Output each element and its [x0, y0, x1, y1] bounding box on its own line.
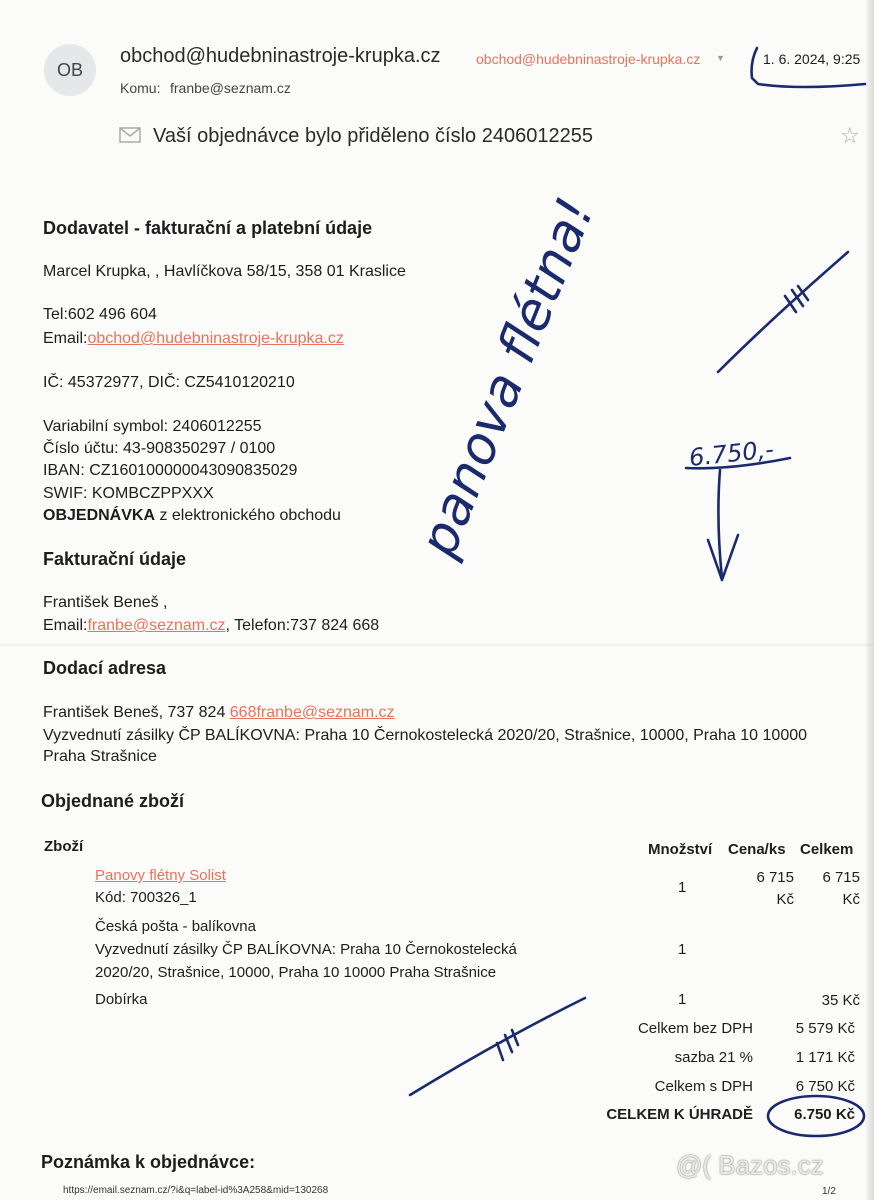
message-datetime: 1. 6. 2024, 9:25 — [763, 51, 861, 67]
vat-amount: 1 171 Kč — [795, 1049, 855, 1066]
grand-total-label: CELKEM K ÚHRADĚ — [606, 1106, 753, 1123]
supplier-ic-dic: IČ: 45372977, DIČ: CZ5410120210 — [43, 374, 295, 391]
sender-avatar: OB — [44, 44, 96, 96]
account-number: Číslo účtu: 43-908350297 / 0100 — [43, 440, 276, 457]
delivery-line1-prefix: František Beneš, 737 824 — [43, 704, 230, 721]
supplier-address: Marcel Krupka, , Havlíčkova 58/15, 358 01 Kraslice — [43, 263, 406, 280]
watermark-logo: @( Bazos.cz — [676, 1150, 824, 1180]
ordered-heading: Objednané zboží — [41, 791, 185, 811]
sender-name[interactable]: obchod@hudebninastroje-krupka.cz — [120, 45, 441, 67]
item2-qty: 1 — [678, 941, 687, 958]
item1-qty: 1 — [678, 879, 687, 896]
delivery-heading: Dodací adresa — [43, 658, 167, 678]
sum-no-vat: 5 579 Kč — [795, 1020, 855, 1037]
item1-link[interactable]: Panovy flétny Solist — [95, 867, 226, 884]
sender-email[interactable]: obchod@hudebninastroje-krupka.cz — [476, 51, 701, 67]
item1-total: 6 715 — [822, 869, 860, 886]
item1-total-currency: Kč — [842, 891, 860, 908]
billing-heading: Fakturační údaje — [43, 549, 187, 569]
iban: IBAN: CZ1601000000430908350​29 — [43, 462, 298, 479]
handwritten-amount: 6.750,- — [687, 435, 776, 472]
message-subject: Vaší objednávce bylo přiděleno číslo 2406012255 — [153, 125, 593, 147]
lower-arrow-feather — [497, 1030, 518, 1060]
to-label: Komu: — [120, 80, 161, 96]
grand-total: 6.750 Kč — [794, 1106, 855, 1123]
billing-name: František Beneš , — [43, 594, 168, 611]
item2-line1: Česká pošta - balíkovna — [95, 918, 256, 935]
item3-total: 35 Kč — [821, 992, 860, 1009]
vat-label: sazba 21 % — [674, 1049, 753, 1066]
chevron-down-icon[interactable]: ▼ — [716, 53, 725, 63]
variable-symbol: Variabilní symbol: 2406012255 — [43, 418, 262, 435]
date-bracket-mark — [752, 48, 865, 87]
sum-vat-label: Celkem s DPH — [654, 1078, 753, 1095]
order-source-bold: OBJEDNÁVKA — [43, 507, 156, 524]
billing-email-label: Email: — [43, 617, 88, 634]
delivery-email-link[interactable]: 668franbe@seznam.cz — [229, 704, 395, 721]
supplier-heading: Dodavatel - fakturační a platební údaje — [43, 218, 373, 238]
item1-price-currency: Kč — [776, 891, 794, 908]
arrow-line — [718, 252, 848, 372]
col-price: Cena/ks — [728, 841, 786, 858]
print-url: https://email.seznam.cz/?i&q=label-id%3A258&mid=130268 — [63, 1185, 329, 1196]
billing-email-link[interactable]: franbe@seznam.cz — [87, 617, 226, 634]
delivery-line3: Praha Strašnice — [43, 748, 157, 765]
item3-qty: 1 — [678, 991, 687, 1008]
item1-code: Kód: 700326_1 — [95, 889, 197, 906]
sum-no-vat-label: Celkem bez DPH — [637, 1020, 753, 1037]
supplier-tel: Tel:602 496 604 — [43, 306, 157, 323]
note-heading: Poznámka k objednávce: — [41, 1152, 256, 1172]
order-source-rest: z elektronického obchodu — [155, 507, 341, 524]
sum-vat: 6 750 Kč — [795, 1078, 855, 1095]
billing-phone: , Telefon:737 824 668 — [225, 617, 380, 634]
supplier-email-link[interactable]: obchod@hudebninastroje-krupka.cz — [87, 330, 344, 347]
item2-line2: Vyzvednutí zásilky ČP BALÍKOVNA: Praha 10 Černokostelecká — [95, 941, 517, 958]
col-qty: Množství — [648, 841, 713, 858]
grand-total-circle — [768, 1096, 864, 1136]
down-arrow-head — [708, 535, 738, 580]
down-arrow-line — [718, 470, 722, 578]
supplier-email-label: Email: — [43, 330, 88, 347]
col-total: Celkem — [800, 841, 854, 858]
item1-price: 6 715 — [756, 869, 794, 886]
delivery-line2: Vyzvednutí zásilky ČP BALÍKOVNA: Praha 10 Černokostelecká 2020/20, Strašnice, 10000, Praha 10 10000 — [43, 727, 808, 744]
page-number: 1/2 — [822, 1186, 836, 1197]
item2-line3: 2020/20, Strašnice, 10000, Praha 10 10000 Praha Strašnice — [95, 964, 497, 981]
swift: SWIF: KOMBCZPPXXX — [43, 485, 214, 502]
handwritten-note: panova flétna! — [408, 189, 607, 565]
col-item: Zboží — [44, 838, 84, 855]
to-value[interactable]: franbe@seznam.cz — [170, 80, 291, 96]
star-icon[interactable]: ☆ — [840, 123, 860, 148]
item3-name: Dobírka — [95, 991, 148, 1008]
